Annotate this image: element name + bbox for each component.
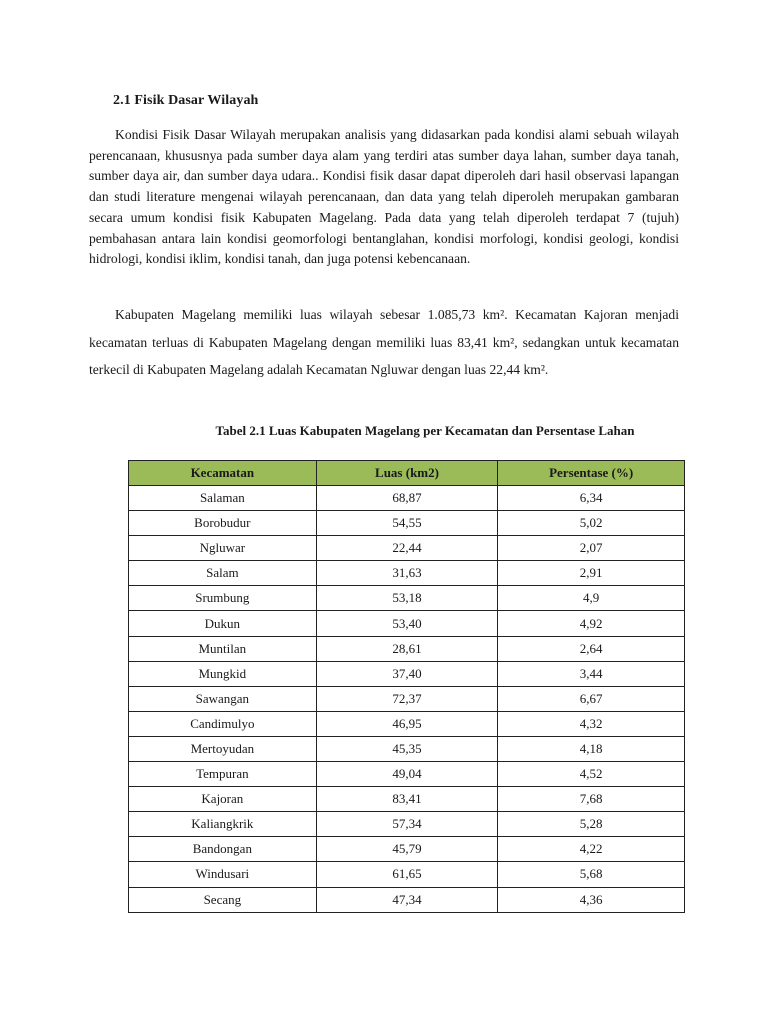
cell-luas: 53,40 — [316, 611, 498, 636]
cell-kecamatan: Bandongan — [129, 837, 317, 862]
cell-luas: 47,34 — [316, 887, 498, 912]
table-row — [129, 611, 685, 636]
table-row — [129, 711, 685, 736]
cell-kecamatan: Tempuran — [129, 762, 317, 787]
cell-luas: 49,04 — [316, 762, 498, 787]
table-row — [129, 736, 685, 761]
cell-kecamatan: Kaliangkrik — [129, 812, 317, 837]
table-row — [129, 561, 685, 586]
cell-luas: 28,61 — [316, 636, 498, 661]
cell-luas: 22,44 — [316, 536, 498, 561]
table-header-row — [129, 461, 685, 486]
cell-kecamatan: Borobudur — [129, 511, 317, 536]
cell-kecamatan: Dukun — [129, 611, 317, 636]
column-header-kecamatan: Kecamatan — [129, 461, 317, 486]
cell-persentase: 2,64 — [498, 636, 685, 661]
cell-persentase: 5,68 — [498, 862, 685, 887]
table-row — [129, 586, 685, 611]
paragraph-area-summary: Kabupaten Magelang memiliki luas wilayah sebesar 1.085,73 km². Kecamatan Kajoran menjadi kecamatan terluas di Kabupaten Magelang dengan memiliki luas 83,41 km², sedangkan untuk kecamatan terkecil di Kabupaten Magelang adalah Kecamatan Ngluwar dengan luas 22,44 km². — [89, 307, 679, 377]
table-row — [129, 511, 685, 536]
cell-luas: 53,18 — [316, 586, 498, 611]
cell-persentase: 5,28 — [498, 812, 685, 837]
cell-kecamatan: Srumbung — [129, 586, 317, 611]
cell-luas: 37,40 — [316, 661, 498, 686]
table-row — [129, 812, 685, 837]
table-row — [129, 837, 685, 862]
table-row — [129, 686, 685, 711]
cell-persentase: 4,32 — [498, 711, 685, 736]
cell-luas: 83,41 — [316, 787, 498, 812]
paragraph-physical-conditions: Kondisi Fisik Dasar Wilayah merupakan analisis yang didasarkan pada kondisi alami sebuah wilayah perencanaan, khususnya pada sumber daya alam yang terdiri atas sumber daya lahan, sumber daya tanah, sumber daya air, dan sumber daya udara.. Kondisi fisik dasar dapat diperoleh dari hasil observasi lapangan dan studi literature mengenai wilayah perencanaan, dan data yang telah diperoleh merupakan gambaran secara umum kondisi fisik Kabupaten Magelang. Pada data yang telah diperoleh terdapat 7 (tujuh) pembahasan antara lain kondisi geomorfologi bentanglahan, kondisi morfologi, kondisi geologi, kondisi hidrologi, kondisi iklim, kondisi tanah, dan juga potensi kebencanaan. — [89, 127, 679, 267]
cell-persentase: 4,52 — [498, 762, 685, 787]
cell-persentase: 4,92 — [498, 611, 685, 636]
cell-persentase: 6,67 — [498, 686, 685, 711]
cell-kecamatan: Ngluwar — [129, 536, 317, 561]
cell-kecamatan: Candimulyo — [129, 711, 317, 736]
table-row — [129, 636, 685, 661]
district-area-table — [128, 460, 685, 913]
cell-kecamatan: Kajoran — [129, 787, 317, 812]
table-body — [129, 486, 685, 913]
cell-persentase: 7,68 — [498, 787, 685, 812]
cell-persentase: 5,02 — [498, 511, 685, 536]
cell-persentase: 6,34 — [498, 486, 685, 511]
cell-luas: 61,65 — [316, 862, 498, 887]
cell-persentase: 4,22 — [498, 837, 685, 862]
cell-kecamatan: Salaman — [129, 486, 317, 511]
cell-persentase: 4,36 — [498, 887, 685, 912]
cell-luas: 54,55 — [316, 511, 498, 536]
cell-persentase: 2,91 — [498, 561, 685, 586]
cell-kecamatan: Salam — [129, 561, 317, 586]
table-row — [129, 661, 685, 686]
table-row — [129, 486, 685, 511]
cell-persentase: 3,44 — [498, 661, 685, 686]
section-heading: 2.1 Fisik Dasar Wilayah — [113, 93, 259, 108]
cell-persentase: 4,18 — [498, 736, 685, 761]
cell-kecamatan: Windusari — [129, 862, 317, 887]
cell-kecamatan: Mertoyudan — [129, 736, 317, 761]
cell-luas: 45,35 — [316, 736, 498, 761]
cell-persentase: 4,9 — [498, 586, 685, 611]
cell-luas: 72,37 — [316, 686, 498, 711]
cell-persentase: 2,07 — [498, 536, 685, 561]
table-row — [129, 536, 685, 561]
column-header-persentase: Persentase (%) — [498, 461, 685, 486]
table-caption: Tabel 2.1 Luas Kabupaten Magelang per Kecamatan dan Persentase Lahan — [215, 423, 635, 438]
table-row — [129, 762, 685, 787]
cell-kecamatan: Muntilan — [129, 636, 317, 661]
column-header-luas: Luas (km2) — [316, 461, 498, 486]
cell-kecamatan: Mungkid — [129, 661, 317, 686]
cell-luas: 57,34 — [316, 812, 498, 837]
cell-kecamatan: Secang — [129, 887, 317, 912]
cell-luas: 31,63 — [316, 561, 498, 586]
cell-luas: 68,87 — [316, 486, 498, 511]
table-row — [129, 787, 685, 812]
table-row — [129, 887, 685, 912]
cell-luas: 45,79 — [316, 837, 498, 862]
cell-kecamatan: Sawangan — [129, 686, 317, 711]
table-row — [129, 862, 685, 887]
cell-luas: 46,95 — [316, 711, 498, 736]
